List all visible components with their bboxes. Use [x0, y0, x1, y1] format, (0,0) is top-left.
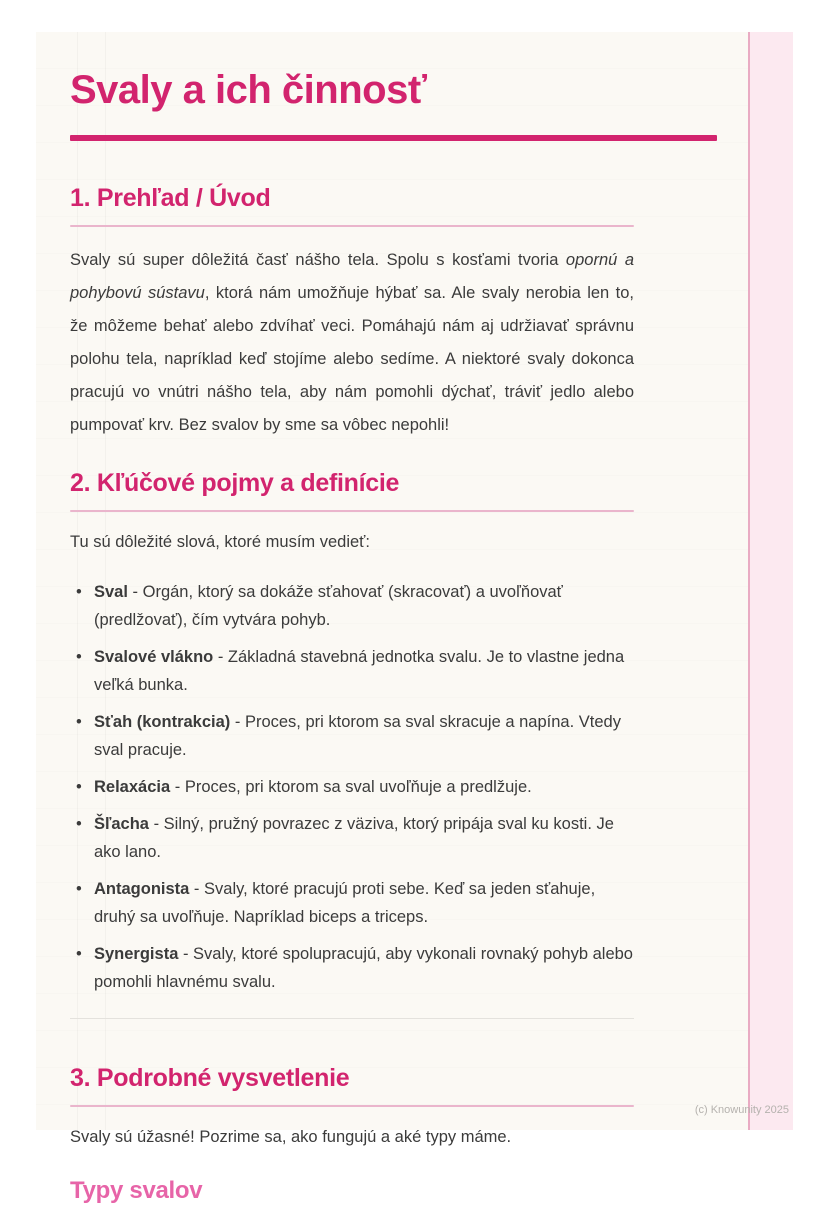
key-terms-intro: Tu sú dôležité slová, ktoré musím vedieť:: [70, 532, 370, 551]
overview-text-before: Svaly sú super dôležitá časť nášho tela. Spolu s kosťami tvoria: [70, 250, 566, 269]
key-term-definition: - Svaly, ktoré spolupracujú, aby vykonali rovnaký pohyb alebo pomohli hlavnému svalu.: [94, 944, 633, 991]
key-term-name: Šľacha: [94, 814, 149, 833]
section-divider: [70, 1018, 634, 1019]
overview-text-after: , ktorá nám umožňuje hýbať sa. Ale svaly nerobia len to, že môžeme behať alebo zdvíhať veci. Pomáhajú nám aj udržiavať správnu polohu tela, napríklad keď stojíme alebo sedíme. A niektoré svaly dokonca pracujú vo vnútri nášho tela, aby nám pomohli dýchať, tráviť jedlo alebo pumpovať krv. Bez svalov by sme sa vôbec nepohli!: [70, 283, 634, 434]
key-term-definition: - Svaly, ktoré pracujú proti sebe. Keď sa jeden sťahuje, druhý sa uvoľňuje. Napríklad biceps a triceps.: [94, 879, 596, 926]
section-rule: [70, 1105, 634, 1107]
document-content: [70, 32, 634, 1205]
key-term-item: [70, 773, 634, 801]
key-term-name: Sval: [94, 582, 128, 601]
key-term-definition: - Proces, pri ktorom sa sval uvoľňuje a predlžuje.: [170, 777, 532, 796]
key-term-name: Sťah (kontrakcia): [94, 712, 231, 731]
key-term-definition: - Základná stavebná jednotka svalu. Je to vlastne jedna veľká bunka.: [94, 647, 625, 694]
detailed-lead: Svaly sú úžasné! Pozrime sa, ako fungujú a aké typy máme.: [70, 1127, 512, 1146]
key-terms-list: [70, 578, 634, 996]
key-term-definition: - Orgán, ktorý sa dokáže sťahovať (skracovať) a uvoľňovať (predlžovať), čím vytvára pohyb.: [94, 582, 563, 629]
key-term-name: Synergista: [94, 944, 179, 963]
overview-paragraph: [70, 244, 634, 442]
copyright-watermark: (c) Knowunity 2025: [694, 1104, 789, 1116]
key-term-item: [70, 875, 634, 931]
key-term-item: [70, 940, 634, 996]
page-title: Svaly a ich činnosť: [70, 68, 427, 112]
key-term-item: [70, 643, 634, 699]
subheading-muscle-types: Typy svalov: [70, 1176, 203, 1204]
section-rule: [70, 510, 634, 512]
key-term-name: Svalové vlákno: [94, 647, 214, 666]
key-term-name: Antagonista: [94, 879, 190, 898]
key-term-item: [70, 708, 634, 764]
document-page: [36, 32, 793, 1204]
overview-text-italic: opornú a pohybovú sústavu: [70, 250, 634, 302]
key-term-item: [70, 810, 634, 866]
key-term-definition: - Silný, pružný povrazec z väziva, ktorý pripája sval ku kosti. Je ako lano.: [94, 814, 614, 861]
binding-stripe: [748, 32, 793, 1130]
key-term-definition: - Proces, pri ktorom sa sval skracuje a napína. Vtedy sval pracuje.: [94, 712, 621, 759]
key-term-name: Relaxácia: [94, 777, 171, 796]
section-rule: [70, 225, 634, 227]
key-term-item: [70, 578, 634, 634]
section-heading-detailed: 3. Podrobné vysvetlenie: [70, 1063, 350, 1092]
title-rule: [70, 135, 717, 141]
section-heading-overview: 1. Prehľad / Úvod: [70, 183, 271, 212]
section-heading-key-terms: 2. Kľúčové pojmy a definície: [70, 468, 400, 497]
